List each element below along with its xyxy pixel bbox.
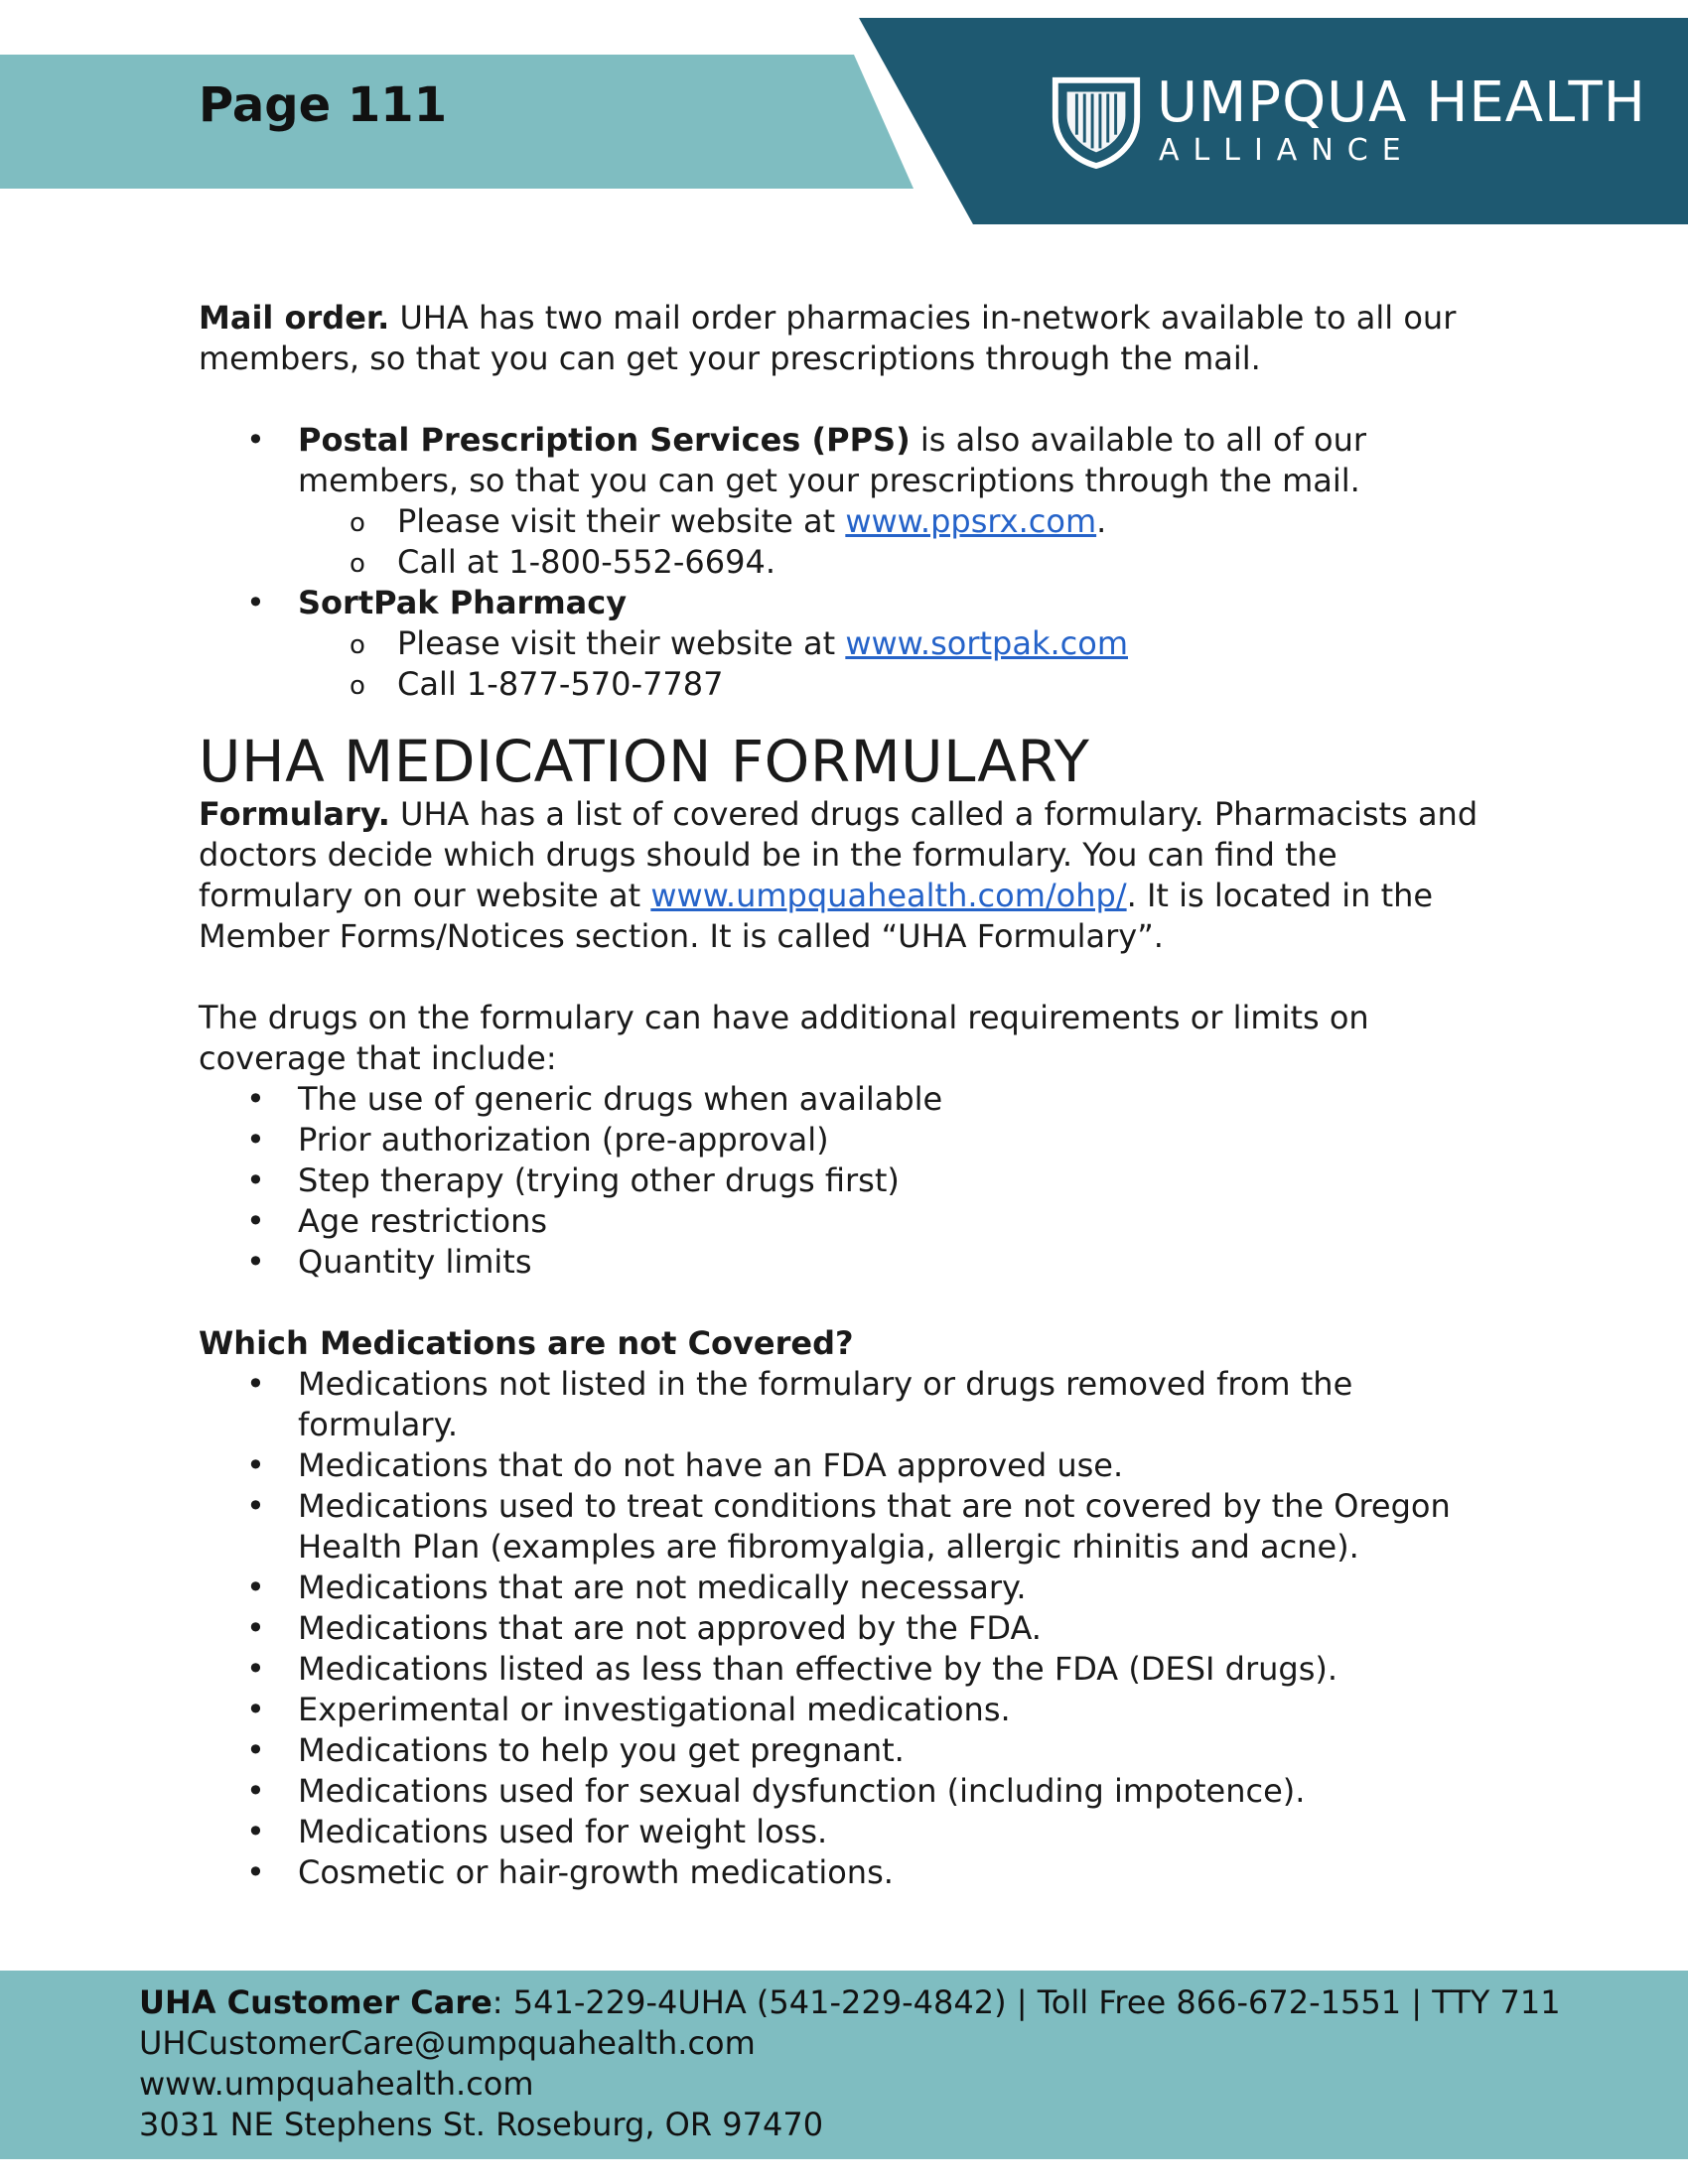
page-number: Page 111 (199, 77, 448, 133)
pps-visit-prefix: Please visit their website at (397, 502, 846, 540)
footer-address: 3031 NE Stephens St. Roseburg, OR 97470 (139, 2106, 824, 2143)
not-covered-title: Which Medications are not Covered? (199, 1324, 854, 1362)
formulary-heading: UHA MEDICATION FORMULARY (199, 728, 1090, 795)
list-item: • Prior authorization (pre-approval) (199, 1120, 1489, 1160)
header-band (0, 55, 914, 189)
list-item: • Age restrictions (199, 1201, 1489, 1242)
list-item: • Medications that do not have an FDA approved use. (199, 1445, 1489, 1486)
mail-order-lead: Mail order. (199, 299, 390, 337)
footer-text (139, 1982, 1561, 2145)
list-item: • Medications that are not approved by the FDA. (199, 1608, 1489, 1649)
list-item: • The use of generic drugs when available (199, 1079, 1489, 1120)
sortpak-visit-prefix: Please visit their website at (397, 624, 846, 662)
logo-name: UMPQUA HEALTH (1157, 70, 1646, 135)
list-item: • Experimental or investigational medications. (199, 1690, 1489, 1730)
requirements-intro: The drugs on the formulary can have additional requirements or limits on coverage that include: (199, 999, 1369, 1077)
formulary-text-1: UHA has a list of covered drugs called a formulary. Pharmacists and doctors decide which drugs should be in the formulary. You can find the formulary on our website at (199, 795, 1478, 914)
customer-care-line (139, 1982, 1561, 2023)
pharmacy-list (199, 420, 1489, 705)
requirements-list (199, 1079, 1489, 1283)
shield-logo-icon (1048, 69, 1145, 169)
pps-visit-suffix: . (1096, 502, 1107, 540)
list-item-pps (199, 420, 1489, 501)
footer-website: www.umpquahealth.com (139, 2065, 534, 2103)
list-item: • Medications listed as less than effective by the FDA (DESI drugs). (199, 1649, 1489, 1690)
umpqua-health-logo (1048, 69, 1646, 179)
page-content (199, 298, 1489, 1893)
list-item: • Step therapy (trying other drugs first) (199, 1160, 1489, 1201)
list-item: • Quantity limits (199, 1242, 1489, 1283)
sortpak-website-link[interactable]: www.sortpak.com (845, 624, 1128, 662)
list-item-sortpak (199, 583, 1489, 623)
customer-care-label: UHA Customer Care (139, 1983, 492, 2021)
pps-website-item (199, 501, 1489, 542)
list-item: • Medications used to treat conditions that are not covered by the Oregon Health Plan (examples are fibromyalgia, allergic rhinitis and acne). (199, 1486, 1489, 1568)
list-item: • Medications used for sexual dysfunction (including impotence). (199, 1771, 1489, 1812)
list-item: • Cosmetic or hair-growth medications. (199, 1852, 1489, 1893)
sortpak-name: SortPak Pharmacy (298, 584, 628, 621)
list-item: • Medications not listed in the formulary or drugs removed from the formulary. (199, 1364, 1489, 1445)
pps-text: is also available to all of our members, so that you can get your prescriptions through the mail. (298, 421, 1367, 499)
sortpak-website-item (199, 623, 1489, 664)
formulary-text-2: . It is located in the Member Forms/Notices section. It is called “UHA Formulary”. (199, 877, 1434, 955)
mail-order-text: UHA has two mail order pharmacies in-network available to all our members, so that you can get your prescriptions through the mail. (199, 299, 1457, 377)
formulary-lead: Formulary. (199, 795, 390, 833)
not-covered-list (199, 1364, 1489, 1893)
pps-name: Postal Prescription Services (PPS) (298, 421, 911, 459)
list-item: • Medications to help you get pregnant. (199, 1730, 1489, 1771)
customer-care-text: : 541-229-4UHA (541-229-4842) | Toll Free 866-672-1551 | TTY 711 (492, 1983, 1561, 2021)
footer (0, 1971, 1688, 2159)
list-item: • Medications used for weight loss. (199, 1812, 1489, 1852)
formulary-paragraph (199, 794, 1489, 957)
mail-order-paragraph (199, 298, 1489, 379)
formulary-website-link[interactable]: www.umpquahealth.com/ohp/ (650, 877, 1127, 914)
sortpak-call-item: o Call 1-877-570-7787 (199, 664, 1489, 705)
list-item: • Medications that are not medically necessary. (199, 1568, 1489, 1608)
pps-website-link[interactable]: www.ppsrx.com (845, 502, 1097, 540)
pps-call-item: o Call at 1-800-552-6694. (199, 542, 1489, 583)
logo-subtitle: ALLIANCE (1159, 133, 1415, 168)
footer-email: UHCustomerCare@umpquahealth.com (139, 2024, 756, 2062)
